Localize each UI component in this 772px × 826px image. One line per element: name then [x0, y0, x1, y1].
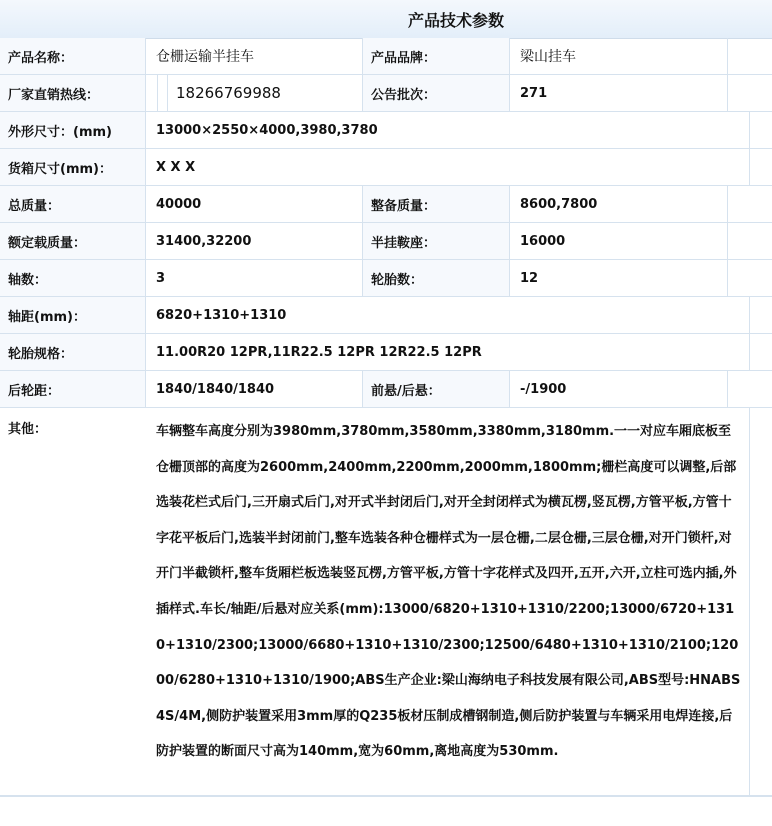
page-title: 产品技术参数 — [407, 10, 504, 30]
row-value-2: 8600,7800 — [510, 186, 728, 222]
row-label: 厂家直销热线： — [0, 75, 146, 111]
row-value: 40000 — [146, 186, 363, 222]
table-row — [0, 75, 772, 112]
row-value-2: 梁山挂车 — [510, 38, 728, 74]
row-value: 1840/1840/1840 — [146, 371, 363, 407]
table-header — [0, 0, 772, 39]
table-row — [0, 112, 772, 149]
row-value-2: 271 — [510, 75, 728, 111]
table-row — [0, 260, 772, 297]
row-label-2: 产品品牌： — [363, 38, 510, 74]
row-value-2: -/1900 — [510, 371, 728, 407]
row-label-2: 公告批次： — [363, 75, 510, 111]
row-value: 仓栅运输半挂车 — [146, 38, 363, 74]
table-footer — [0, 796, 772, 826]
row-value: 13000×2550×4000,3980,3780 — [146, 112, 750, 148]
table-row — [0, 186, 772, 223]
table-row — [0, 408, 772, 796]
row-label: 外形尺寸：(mm) — [0, 112, 146, 148]
row-value-2: 16000 — [510, 223, 728, 259]
row-label: 后轮距： — [0, 371, 146, 407]
table-row — [0, 334, 772, 371]
row-label: 总质量： — [0, 186, 146, 222]
row-value: 车辆整车高度分别为3980mm,3780mm,3580mm,3380mm,3180mm.一一对应车厢底板至仓栅顶部的高度为2600mm,2400mm,2200mm,2000mm,1800mm;栅栏高度可以调整,后部选装花栏式后门,三开扇式后门,对开式半封闭后门,对开全封闭样式为横瓦楞,竖瓦楞,方管平板,方管十字花平板后门,选装半封闭前门,整车选装各种仓栅样式为一层仓栅,二层仓栅,三层仓栅,对开门锁杆,对开门半截锁杆,整车货厢栏板选装竖瓦楞,方管平板,方管十字花样式及四开,五开,六开,立柱可选内插,外插样式.车长/轴距/后悬对应关系(mm):13000/6820+1310+1310/2200;13000/6720+1310+1310/2300;13000/6680+1310+1310/2300;12500/6480+1310+1310/2100;12000/6280+1310+1310/1900;ABS生产企业:梁山海纳电子科技发展有限公司,ABS型号:HNABS4S/4M,侧防护装置采用3mm厚的Q235板材压制成槽钢制造,侧后防护装置与车辆采用电焊连接,后防护装置的断面尺寸高为140mm,宽为60mm,离地高度为530mm. — [146, 408, 750, 795]
row-label-2: 半挂鞍座： — [363, 223, 510, 259]
row-label-2: 前悬/后悬： — [363, 371, 510, 407]
row-value-2: 12 — [510, 260, 728, 296]
row-value: 31400,32200 — [146, 223, 363, 259]
row-label: 轮胎规格： — [0, 334, 146, 370]
row-label-2: 整备质量： — [363, 186, 510, 222]
row-label-2: 轮胎数： — [363, 260, 510, 296]
row-value: 11.00R20 12PR,11R22.5 12PR 12R22.5 12PR — [146, 334, 750, 370]
row-value: X X X — [146, 149, 750, 185]
row-value: 6820+1310+1310 — [146, 297, 750, 333]
row-label: 产品名称： — [0, 38, 146, 74]
row-label: 轴数： — [0, 260, 146, 296]
table-row — [0, 149, 772, 186]
table-row — [0, 371, 772, 408]
row-value: 3 — [146, 260, 363, 296]
table-row — [0, 223, 772, 260]
row-label: 其他： — [8, 422, 48, 437]
spacer-cell — [146, 75, 158, 111]
spacer-cell — [158, 75, 168, 111]
row-label: 货箱尺寸(mm)： — [0, 149, 146, 185]
table-row — [0, 38, 772, 75]
phone-number: 18266769988 — [168, 75, 363, 111]
row-label: 额定载质量： — [0, 223, 146, 259]
row-label: 轴距(mm)： — [0, 297, 146, 333]
table-row — [0, 297, 772, 334]
